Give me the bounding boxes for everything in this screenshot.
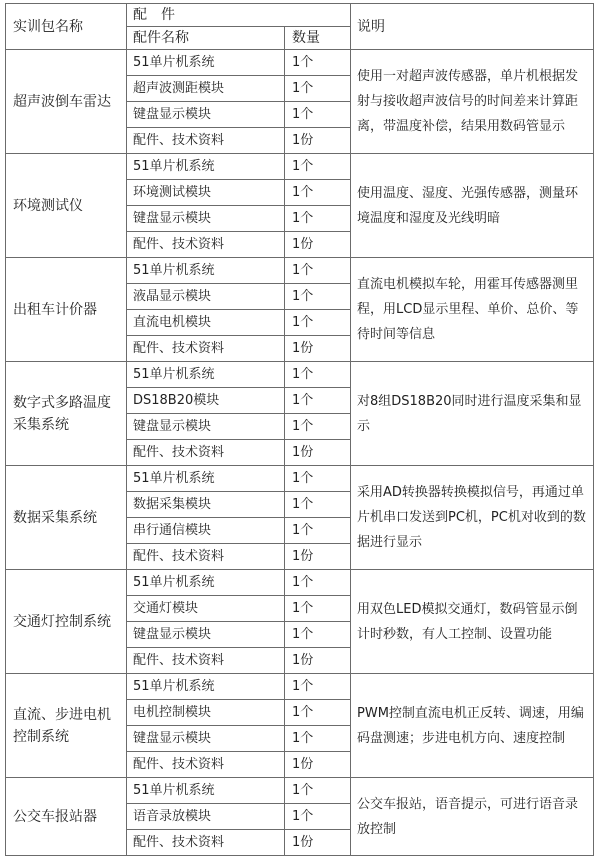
table-row: [6, 154, 594, 180]
part-name: 键盘显示模块: [127, 622, 285, 648]
part-name: 配件、技术资料: [127, 648, 285, 674]
package-description: PWM控制直流电机正反转、调速，用编码盘测速；步进电机方向、速度控制: [351, 674, 594, 778]
part-name: 配件、技术资料: [127, 336, 285, 362]
part-quantity: 1个: [285, 596, 351, 622]
part-name: 电机控制模块: [127, 700, 285, 726]
header-parts: 配 件: [127, 4, 351, 27]
package-description: 直流电机模拟车轮，用霍耳传感器测里程，用LCD显示里程、单价、总价、等待时间等信息: [351, 258, 594, 362]
part-name: 配件、技术资料: [127, 752, 285, 778]
part-name: 配件、技术资料: [127, 544, 285, 570]
package-description: 用双色LED模拟交通灯，数码管显示倒计时秒数，有人工控制、设置功能: [351, 570, 594, 674]
part-name: DS18B20模块: [127, 388, 285, 414]
header-part-name: 配件名称: [127, 27, 285, 50]
part-name: 键盘显示模块: [127, 206, 285, 232]
part-name: 配件、技术资料: [127, 830, 285, 856]
part-name: 超声波测距模块: [127, 76, 285, 102]
package-name: 环境测试仪: [6, 154, 127, 258]
part-name: 串行通信模块: [127, 518, 285, 544]
header-quantity: 数量: [285, 27, 351, 50]
part-quantity: 1个: [285, 206, 351, 232]
part-quantity: 1个: [285, 726, 351, 752]
package-name: 数据采集系统: [6, 466, 127, 570]
package-description: 采用AD转换器转换模拟信号，再通过单片机串口发送到PC机，PC机对收到的数据进行显示: [351, 466, 594, 570]
part-quantity: 1个: [285, 388, 351, 414]
part-quantity: 1个: [285, 622, 351, 648]
part-name: 配件、技术资料: [127, 440, 285, 466]
part-name: 语音录放模块: [127, 804, 285, 830]
part-quantity: 1个: [285, 804, 351, 830]
part-name: 数据采集模块: [127, 492, 285, 518]
part-quantity: 1个: [285, 180, 351, 206]
part-name: 交通灯模块: [127, 596, 285, 622]
part-name: 51单片机系统: [127, 362, 285, 388]
training-package-table: [5, 3, 594, 856]
header-description: 说明: [351, 4, 594, 50]
part-name: 键盘显示模块: [127, 414, 285, 440]
package-description: 使用一对超声波传感器，单片机根据发射与接收超声波信号的时间差来计算距离，带温度补偿，结果用数码管显示: [351, 50, 594, 154]
package-name: 直流、步进电机控制系统: [6, 674, 127, 778]
part-name: 键盘显示模块: [127, 102, 285, 128]
part-quantity: 1个: [285, 414, 351, 440]
package-name: 公交车报站器: [6, 778, 127, 856]
package-name: 超声波倒车雷达: [6, 50, 127, 154]
part-quantity: 1份: [285, 752, 351, 778]
header-package-name: 实训包名称: [6, 4, 127, 50]
part-quantity: 1个: [285, 284, 351, 310]
part-quantity: 1份: [285, 544, 351, 570]
table-row: [6, 466, 594, 492]
part-quantity: 1个: [285, 102, 351, 128]
package-name: 交通灯控制系统: [6, 570, 127, 674]
part-quantity: 1份: [285, 440, 351, 466]
part-name: 直流电机模块: [127, 310, 285, 336]
part-quantity: 1个: [285, 674, 351, 700]
package-description: 对8组DS18B20同时进行温度采集和显示: [351, 362, 594, 466]
part-quantity: 1个: [285, 492, 351, 518]
part-name: 51单片机系统: [127, 466, 285, 492]
part-name: 环境测试模块: [127, 180, 285, 206]
part-quantity: 1个: [285, 466, 351, 492]
table-row: [6, 258, 594, 284]
package-name: 数字式多路温度采集系统: [6, 362, 127, 466]
part-quantity: 1份: [285, 128, 351, 154]
part-name: 液晶显示模块: [127, 284, 285, 310]
part-quantity: 1份: [285, 336, 351, 362]
package-description: 公交车报站，语音提示，可进行语音录放控制: [351, 778, 594, 856]
part-quantity: 1个: [285, 778, 351, 804]
part-quantity: 1份: [285, 830, 351, 856]
table-row: [6, 570, 594, 596]
part-quantity: 1个: [285, 50, 351, 76]
table-body: [6, 50, 594, 856]
part-quantity: 1个: [285, 258, 351, 284]
part-quantity: 1个: [285, 310, 351, 336]
table-row: [6, 778, 594, 804]
part-name: 配件、技术资料: [127, 128, 285, 154]
part-quantity: 1个: [285, 518, 351, 544]
part-name: 51单片机系统: [127, 778, 285, 804]
part-quantity: 1份: [285, 648, 351, 674]
table-row: [6, 50, 594, 76]
part-name: 51单片机系统: [127, 50, 285, 76]
part-name: 51单片机系统: [127, 570, 285, 596]
part-name: 51单片机系统: [127, 154, 285, 180]
part-quantity: 1份: [285, 232, 351, 258]
table-row: [6, 362, 594, 388]
part-quantity: 1个: [285, 76, 351, 102]
part-name: 配件、技术资料: [127, 232, 285, 258]
part-name: 51单片机系统: [127, 674, 285, 700]
part-quantity: 1个: [285, 570, 351, 596]
package-description: 使用温度、湿度、光强传感器，测量环境温度和湿度及光线明暗: [351, 154, 594, 258]
package-name: 出租车计价器: [6, 258, 127, 362]
part-name: 键盘显示模块: [127, 726, 285, 752]
part-quantity: 1个: [285, 700, 351, 726]
part-name: 51单片机系统: [127, 258, 285, 284]
part-quantity: 1个: [285, 154, 351, 180]
part-quantity: 1个: [285, 362, 351, 388]
table-row: [6, 674, 594, 700]
